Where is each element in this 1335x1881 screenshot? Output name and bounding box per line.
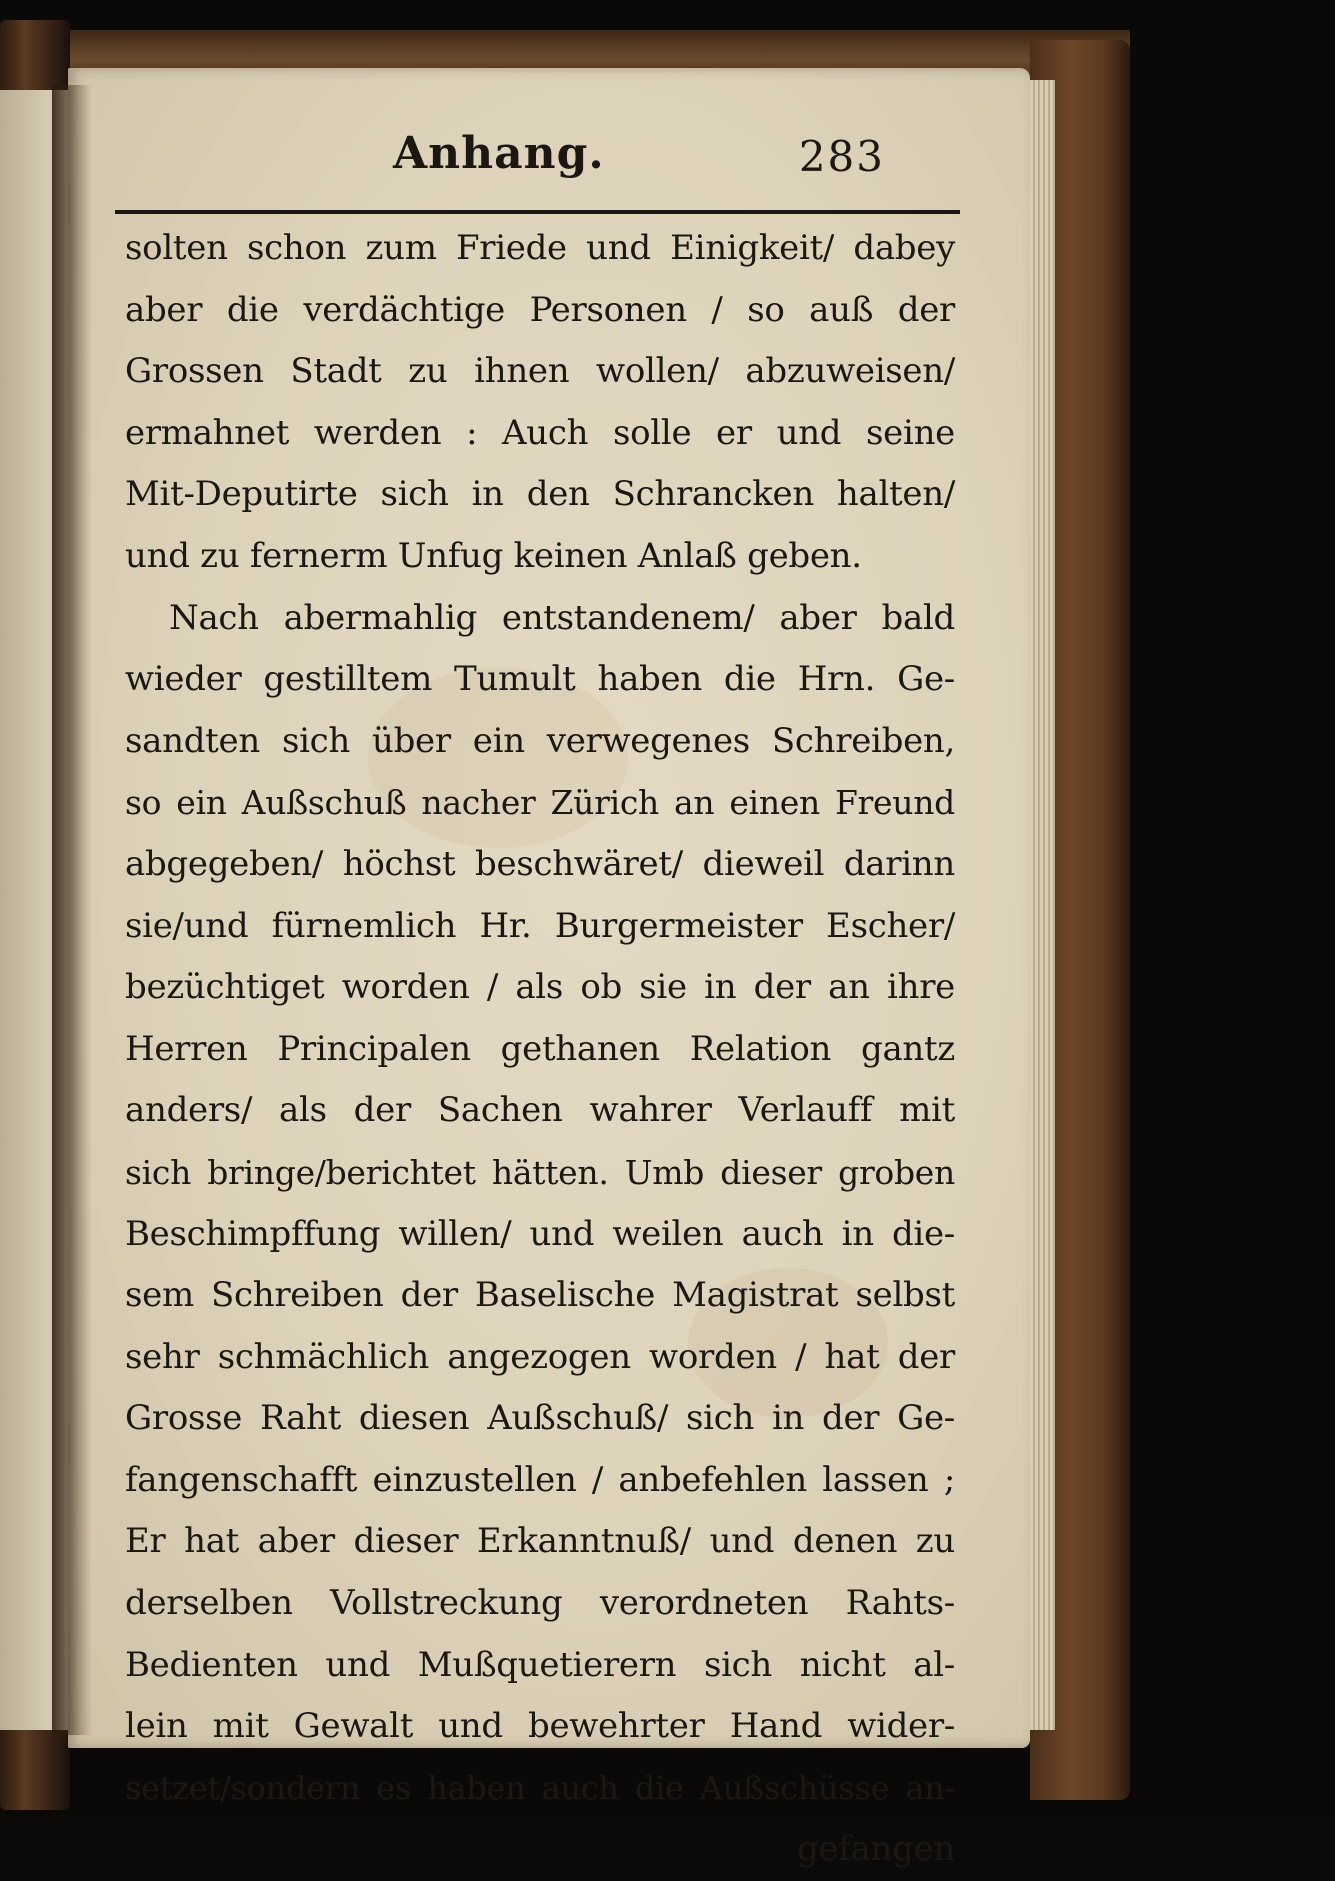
running-head <box>125 128 955 196</box>
text-line: Mit-Deputirte sich in den Schrancken halten/ <box>125 474 955 515</box>
text-line: sich bringe/berichtet hätten. Umb dieser groben <box>125 1152 955 1192</box>
text-line: und zu fernerm Unfug keinen Anlaß geben. <box>125 535 862 576</box>
body-text <box>125 218 955 1881</box>
text-line: derselben Vollstreckung verordneten Rahts- <box>125 1583 955 1624</box>
text-line: Grossen Stadt zu ihnen wollen/ abzuweisen/ <box>125 351 955 392</box>
text-line: Grosse Raht diesen Außschuß/ sich in der Ge- <box>125 1398 955 1439</box>
page-text-block <box>125 128 955 1870</box>
catchword: gefangen <box>796 1829 955 1870</box>
text-line: sehr schmächlich angezogen worden / hat der <box>125 1336 955 1377</box>
text-line: sandten sich über ein verwegenes Schreiben, <box>125 720 955 761</box>
text-line: sem Schreiben der Baselische Magistrat selbst <box>125 1275 955 1316</box>
text-line: setzet/sondern es haben auch die Außschüsse an- <box>125 1768 955 1807</box>
text-line: anders/ als der Sachen wahrer Verlauff mit <box>125 1090 955 1131</box>
text-line: fangenschafft einzustellen / anbefehlen lassen ; <box>125 1459 955 1500</box>
text-line: ermahnet werden : Auch solle er und seine <box>125 412 955 453</box>
text-line: wieder gestilltem Tumult haben die Hrn. Ge- <box>125 659 955 700</box>
text-line: abgegeben/ höchst beschwäret/ dieweil darinn <box>125 843 955 884</box>
text-line: Nach abermahlig entstandenem/ aber bald <box>169 597 955 638</box>
text-line: solten schon zum Friede und Einigkeit/ dabey <box>125 228 955 268</box>
text-line: bezüchtiget worden / als ob sie in der an ihre <box>125 967 955 1008</box>
text-line: lein mit Gewalt und bewehrter Hand wider- <box>125 1706 955 1747</box>
text-line: so ein Außschuß nacher Zürich an einen Freund <box>125 783 955 823</box>
text-line: Herren Principalen gethanen Relation gantz <box>125 1028 955 1069</box>
text-line: Beschimpffung willen/ und weilen auch in die- <box>125 1213 955 1254</box>
text-line: sie/und fürnemlich Hr. Burgermeister Escher/ <box>125 905 955 946</box>
text-line: aber die verdächtige Personen / so auß der <box>125 289 955 330</box>
gutter-shadow <box>52 85 92 1735</box>
running-head-title: Anhang. <box>393 128 605 179</box>
page-number: 283 <box>798 132 885 181</box>
text-line: Er hat aber dieser Erkanntnuß/ und denen zu <box>125 1521 955 1562</box>
text-line: Bedienten und Mußquetierern sich nicht al- <box>125 1644 955 1685</box>
header-rule <box>115 210 960 214</box>
